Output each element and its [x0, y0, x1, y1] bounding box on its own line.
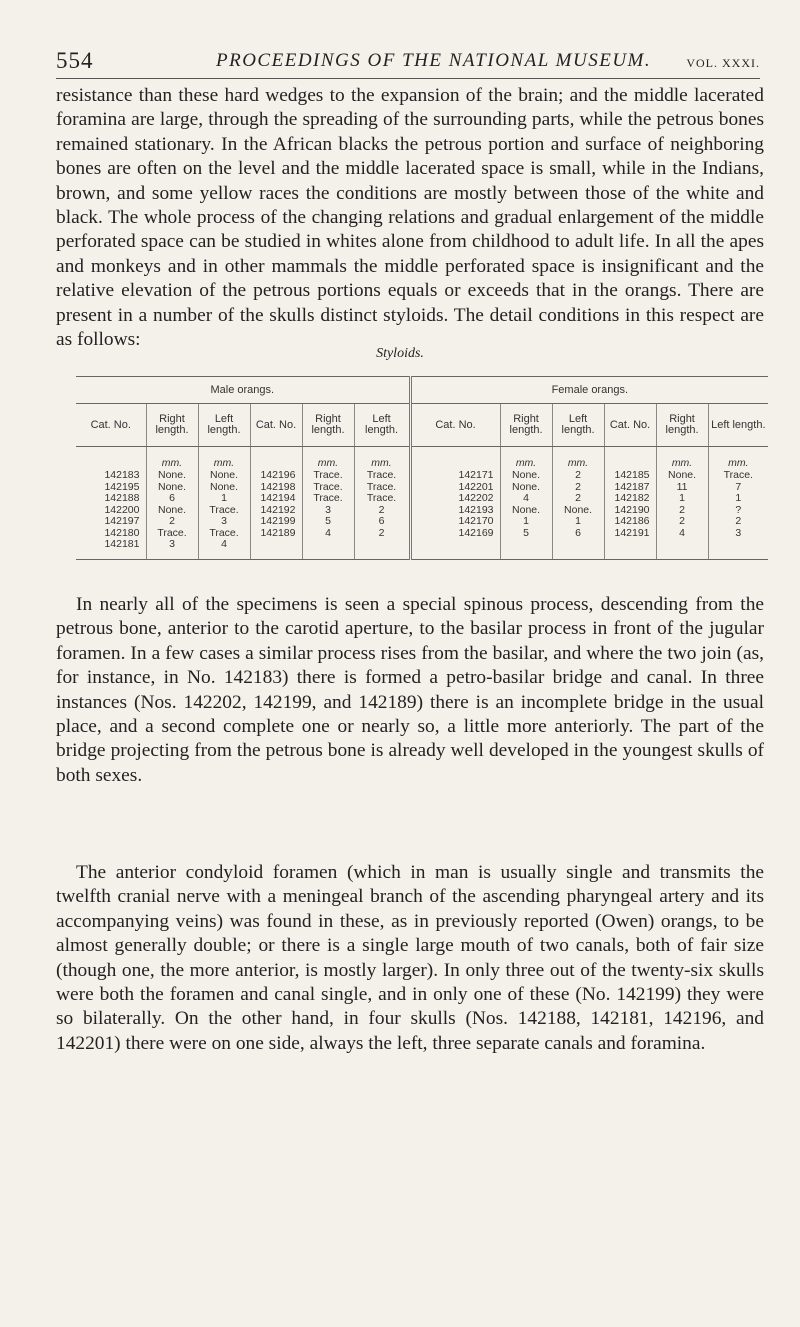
table-cell: 4 [302, 528, 354, 540]
table-cell: 1 [656, 493, 708, 505]
column-header: Left length. [552, 404, 604, 447]
table-cell [708, 539, 768, 560]
column-header: Right length. [146, 404, 198, 447]
table-cell: 142171 [410, 470, 500, 482]
table-cell: 2 [552, 493, 604, 505]
running-title: PROCEEDINGS OF THE NATIONAL MUSEUM. [216, 50, 652, 71]
table-cell: 142169 [410, 528, 500, 540]
table-cell: 5 [500, 528, 552, 540]
table-cell: 2 [656, 505, 708, 517]
table-cell: Trace. [198, 505, 250, 517]
table-cell: 142197 [104, 516, 140, 527]
table-cell: None. [198, 470, 250, 482]
female-group-header: Female orangs. [410, 377, 768, 404]
column-header: Right length. [302, 404, 354, 447]
column-header: Right length. [500, 404, 552, 447]
page-number: 554 [56, 48, 94, 73]
table-cell: 4 [198, 539, 250, 560]
table-cell: 2 [552, 482, 604, 494]
table-cell [354, 539, 410, 560]
table-cell: Trace. [354, 482, 410, 494]
paragraph-text: In nearly all of the specimens is seen a special spinous process, descending from the petrous bone, anterior to the carotid aperture, to the basilar process in front of the jugular foramen. In a few cases a similar process rises from the basilar, and where the two join (as, for instance, in No. 142183) there is formed a petro-basilar bridge and canal. In three instances (Nos. 142202, 142199, and 142189) there is an incomplete bridge in the usual place, and a second complete one or nearly so, a little more anteriorly. The part of the bridge projecting from the petrous bone is already well developed in the youngest skulls of both sexes. [56, 594, 764, 786]
table-cell [410, 539, 500, 560]
table-cell: 142187 [604, 482, 656, 494]
table-cell [656, 539, 708, 560]
table-cell: Trace. [708, 470, 768, 482]
table-cell: Trace. [302, 493, 354, 505]
table-cell [302, 539, 354, 560]
table-cell: 142194 [250, 493, 302, 505]
table-cell: None. [198, 482, 250, 494]
table-cell: ? [708, 505, 768, 517]
paragraph-condyloid-foramen [56, 861, 764, 1056]
styloids-table [76, 376, 768, 560]
table-cell: 142182 [604, 493, 656, 505]
table-cell: 142181 [76, 539, 146, 560]
column-header: Right length. [656, 404, 708, 447]
table-caption: Styloids. [376, 346, 424, 361]
table-cell: 142202 [410, 493, 500, 505]
column-header: Cat. No. [76, 404, 146, 447]
table-cell: 3 [708, 528, 768, 540]
table-cell: 2 [146, 516, 198, 528]
table-cell: 142192 [250, 505, 302, 517]
table-row [76, 505, 768, 517]
table-cell: None. [146, 505, 198, 517]
table-cell: 142195 [104, 481, 140, 493]
table-cell [250, 539, 302, 560]
table-cell: 2 [708, 516, 768, 528]
table-cell: None. [146, 482, 198, 494]
table-cell: Trace. [302, 482, 354, 494]
table-cell: 142188 [104, 493, 140, 504]
table-cell: 3 [198, 516, 250, 528]
page-header [56, 44, 760, 79]
table-cell: Trace. [146, 528, 198, 540]
table-cell: 7 [708, 482, 768, 494]
table-cell: Trace. [302, 470, 354, 482]
volume-label: VOL. XXXI. [686, 56, 760, 70]
table-cell: 2 [354, 505, 410, 517]
column-header: Left length. [198, 404, 250, 447]
table-cell: 1 [500, 516, 552, 528]
paragraph-spinous-process [56, 593, 764, 788]
table-cell: 11 [656, 482, 708, 494]
table-cell: 142193 [410, 505, 500, 517]
table-cell [500, 539, 552, 560]
table-cell: None. [146, 470, 198, 482]
column-header: Left length. [708, 404, 768, 447]
table-cell: 2 [552, 470, 604, 482]
table-cell: 142190 [604, 505, 656, 517]
table-cell: 142199 [250, 516, 302, 528]
column-header: Cat. No. [250, 404, 302, 447]
table-cell: 142180 [104, 527, 140, 539]
units-row: mm. mm. mm. mm. mm. mm. mm. mm. [76, 447, 768, 471]
table-row [76, 528, 768, 540]
table-row [76, 470, 768, 482]
table-cell: 142189 [250, 528, 302, 540]
table-cell: 142198 [250, 482, 302, 494]
column-header: Cat. No. [410, 404, 500, 447]
table-cell: 142170 [410, 516, 500, 528]
paragraph-text: The anterior condyloid foramen (which in man is usually single and transmits the twelfth cranial nerve with a meningeal branch of the ascending pharyngeal artery and its accompanying veins) was found in these, as in previously reported (Owen) orangs, to be almost generally double; or there is a single large mouth of two canals, both of fair size (though one, the more anterior, is mostly larger). In only three out of the twenty-six skulls were both the foramen and canal single, and in only one of these (No. 142199) they were so bilaterally. On the other hand, in four skulls (Nos. 142188, 142181, 142196, and 142201) there were on one side, always the left, three separate canals and foramina. [56, 862, 764, 1054]
table-cell [552, 539, 604, 560]
table-cell: 4 [656, 528, 708, 540]
table-cell: 6 [146, 493, 198, 505]
table-cell: 142201 [410, 482, 500, 494]
table-cell: Trace. [354, 493, 410, 505]
table-cell: None. [500, 470, 552, 482]
table-cell: None. [500, 482, 552, 494]
table-cell: 2 [354, 528, 410, 540]
table-cell: 6 [552, 528, 604, 540]
table-cell: 3 [146, 539, 198, 560]
table-cell: 2 [656, 516, 708, 528]
table-cell: 3 [302, 505, 354, 517]
table-cell: None. [656, 470, 708, 482]
table-cell: 142200 [104, 504, 140, 516]
table-row [76, 516, 768, 528]
table-row [76, 482, 768, 494]
male-group-header: Male orangs. [76, 377, 410, 404]
paragraph-intro: resistance than these hard wedges to the expansion of the brain; and the middle lacerated foramina are large, through the spreading of the surrounding parts, while the petrous bones remained stationary. In the African blacks the petrous portion and surface of neighboring bones are often on the level and the middle lacerated space is small, while in the Indians, brown, and some yellow races the conditions are mostly between those of the white and black. The whole process of the changing relations and gradual enlargement of the middle perforated space can be studied in whites alone from childhood to adult life. In all the apes and monkeys and in other mammals the middle perforated space is insignificant and the relative elevation of the petrous portions equals or exceeds that in the orangs. There are present in a number of the skulls distinct styloids. The detail conditions in this respect are as follows: [56, 85, 764, 351]
table-cell: Trace. [354, 470, 410, 482]
table-cell: 1 [552, 516, 604, 528]
table-cell: 1 [708, 493, 768, 505]
table-cell: None. [500, 505, 552, 517]
table-row [76, 493, 768, 505]
table-cell: 142185 [604, 470, 656, 482]
table-cell: 6 [354, 516, 410, 528]
table-cell: 5 [302, 516, 354, 528]
table-cell: 142196 [250, 470, 302, 482]
table-cell: 142186 [604, 516, 656, 528]
table-cell: None. [552, 505, 604, 517]
table-cell: 1 [198, 493, 250, 505]
table-row [76, 539, 768, 560]
column-header: Left length. [354, 404, 410, 447]
table-cell [604, 539, 656, 560]
table-cell: Trace. [198, 528, 250, 540]
table-cell: 4 [500, 493, 552, 505]
table-cell: 142191 [604, 528, 656, 540]
table-cell: 142183 [104, 470, 140, 481]
column-header: Cat. No. [604, 404, 656, 447]
